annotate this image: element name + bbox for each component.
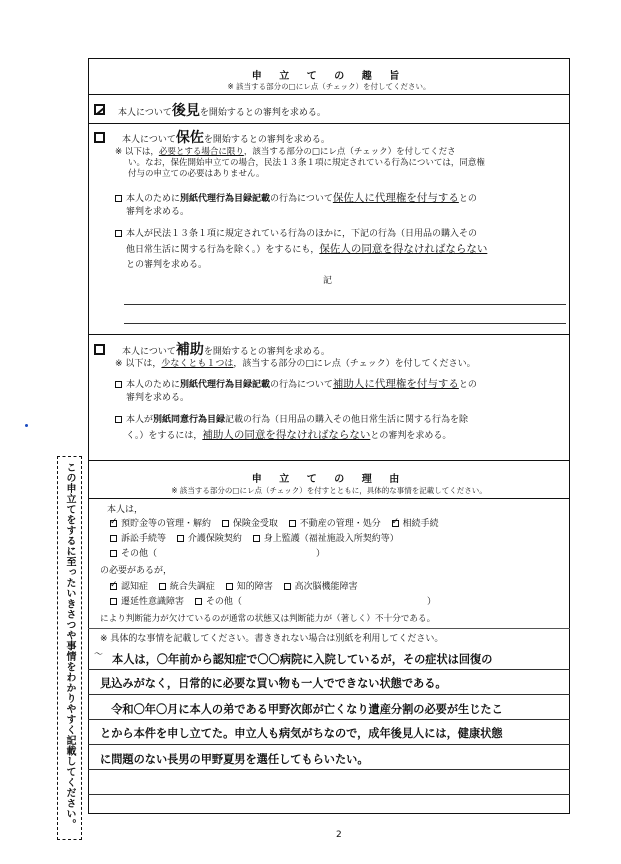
purpose-title: 申 立 て の 趣 旨 bbox=[251, 71, 407, 82]
kouken-line bbox=[118, 103, 326, 121]
divider bbox=[88, 334, 570, 335]
detail-rule bbox=[88, 744, 570, 745]
ki-label: 記 bbox=[323, 276, 333, 286]
detail-line: 令和〇年〇月に本人の弟である甲野次郎が亡くなり遺産分割の必要が生じたこ bbox=[100, 703, 503, 716]
text: との審判を求める。 bbox=[370, 431, 452, 441]
text: 補助人の同意を得なければならない bbox=[202, 429, 371, 441]
hojo-option-2-l2 bbox=[126, 429, 451, 442]
hosa-option-2-checkbox[interactable] bbox=[115, 230, 122, 237]
necessity-text: の必要があるが， bbox=[100, 566, 173, 576]
need-checkbox[interactable] bbox=[110, 550, 117, 557]
needs-row-2 bbox=[110, 533, 399, 545]
hosa-option-1-l2: 審判を求める。 bbox=[126, 207, 190, 217]
text: の行為について bbox=[270, 194, 333, 204]
need-label: 保険金受取 bbox=[232, 519, 278, 529]
need-label: 介護保険契約 bbox=[187, 534, 242, 544]
hojo-option-2-checkbox[interactable] bbox=[115, 416, 122, 423]
hosa-note-2: い。なお，保佐開始申立ての場合，民法１３条１項に規定されている行為については，同意権 bbox=[128, 158, 485, 168]
need-checkbox[interactable] bbox=[222, 520, 229, 527]
divider bbox=[88, 498, 570, 499]
kouken-checkbox[interactable] bbox=[94, 104, 105, 115]
hosa-checkbox[interactable] bbox=[94, 132, 105, 143]
cond-checkbox[interactable] bbox=[195, 598, 202, 605]
text: 別紙代理行為目録記載 bbox=[180, 380, 271, 390]
text: 本人のために bbox=[126, 380, 181, 390]
text: 別紙代理行為目録記載 bbox=[180, 194, 271, 204]
detail-rule bbox=[88, 669, 570, 670]
cond-label: 遷延性意識障害 bbox=[121, 597, 185, 607]
divider bbox=[88, 628, 570, 629]
text: 本人が民法１３条１項に規定されている行為のほかに，下記の行為（日用品の購入その bbox=[126, 229, 478, 239]
hosa-post: を開始するとの審判を求める。 bbox=[203, 135, 330, 145]
detail-rule bbox=[88, 694, 570, 695]
detail-line: 見込みがなく，日常的に必要な買い物も一人でできない状態である。 bbox=[100, 677, 447, 690]
divider bbox=[88, 94, 570, 95]
cond-row-1 bbox=[110, 581, 358, 593]
hosa-option-2-l3: との審判を求める。 bbox=[126, 260, 208, 270]
need-label: 身上監護（福祉施設入所契約等） bbox=[263, 534, 399, 544]
kouken-type: 後見 bbox=[171, 103, 200, 119]
hojo-option-2 bbox=[115, 414, 468, 426]
needs-row-1 bbox=[110, 518, 439, 530]
detail-line: に問題のない長男の甲野夏男を選任してもらいたい。 bbox=[100, 753, 369, 766]
detail-line: 本人は，〇年前から認知症で〇〇病院に入院しているが，その症状は回復の bbox=[112, 653, 493, 666]
need-checkbox[interactable] bbox=[392, 520, 399, 527]
need-label: 不動産の管理・処分 bbox=[299, 519, 381, 529]
text: 少なくとも１つは bbox=[161, 359, 234, 369]
detail-note: ※ 具体的な事情を記載してください。書ききれない場合は別紙を利用してください。 bbox=[100, 634, 444, 644]
hosa-option-1-checkbox[interactable] bbox=[115, 195, 122, 202]
hojo-note bbox=[115, 358, 476, 370]
text: く。）をするには， bbox=[126, 431, 203, 441]
writing-line bbox=[124, 304, 566, 305]
detail-line: とから本件を申し立てた。申立人も病気がちなので，成年後見人には，健康状態 bbox=[100, 727, 503, 740]
cond-checkbox[interactable] bbox=[284, 583, 291, 590]
text: との bbox=[458, 380, 477, 390]
detail-rule bbox=[88, 719, 570, 720]
detail-rule bbox=[88, 769, 570, 770]
hojo-post: を開始するとの審判を求める。 bbox=[203, 347, 330, 357]
hosa-note-3: 付与の申立ての必要はありません。 bbox=[128, 169, 265, 179]
text: の行為について bbox=[270, 380, 333, 390]
detail-marker: ～ bbox=[94, 650, 104, 660]
hojo-option-1 bbox=[115, 378, 477, 391]
cond-label: 統合失調症 bbox=[169, 582, 215, 592]
cond-label: その他（ bbox=[205, 597, 242, 607]
conclusion-text: により判断能力が欠けているのが通常の状態又は判断能力が（著しく）不十分である。 bbox=[100, 614, 436, 624]
text: 本人が bbox=[126, 415, 154, 425]
need-checkbox[interactable] bbox=[110, 535, 117, 542]
hosa-option-1 bbox=[115, 192, 477, 205]
need-checkbox[interactable] bbox=[177, 535, 184, 542]
hosa-note-text: ，該当する部分の□にレ点（チェック）を付してくださ bbox=[243, 147, 456, 157]
hojo-pre: 本人について bbox=[122, 347, 176, 357]
need-label: その他（ bbox=[121, 549, 158, 559]
text: 補助人に代理権を付与する bbox=[332, 378, 459, 390]
divider bbox=[88, 460, 570, 461]
detail-rule bbox=[88, 794, 570, 795]
text: 保佐人の同意を得なければならない bbox=[319, 243, 488, 255]
needs-other-close: ） bbox=[316, 549, 326, 559]
text: ，該当する部分の□にレ点（チェック）を付してください。 bbox=[233, 359, 476, 369]
need-checkbox[interactable] bbox=[253, 535, 260, 542]
text: ※ 以下は， bbox=[115, 359, 162, 369]
text: 別紙同意行為目録 bbox=[153, 415, 226, 425]
purpose-note: ※ 該当する部分の□にレ点（チェック）を付してください。 bbox=[227, 82, 431, 91]
side-note: この申立てをするに至ったいきさつや事情をわかりやすく記載してください。 bbox=[64, 462, 75, 830]
cond-other-close: ） bbox=[427, 597, 437, 607]
text: との bbox=[458, 194, 477, 204]
text: 保佐人に代理権を付与する bbox=[332, 192, 459, 204]
cond-label: 知的障害 bbox=[236, 582, 273, 592]
hojo-checkbox[interactable] bbox=[94, 344, 105, 355]
cond-row-2 bbox=[110, 596, 242, 608]
hosa-option-2-l2 bbox=[126, 243, 487, 256]
hojo-option-1-checkbox[interactable] bbox=[115, 381, 122, 388]
stray-dot bbox=[25, 424, 28, 427]
cond-checkbox[interactable] bbox=[110, 598, 117, 605]
text: 他日常生活に関する行為を除く。）をするにも， bbox=[126, 245, 320, 255]
need-checkbox[interactable] bbox=[110, 520, 117, 527]
reason-intro: 本人は， bbox=[107, 505, 144, 515]
need-label: 預貯金等の管理・解約 bbox=[121, 519, 212, 529]
text: 記載の行為（日用品の購入その他日常生活に関する行為を除 bbox=[225, 415, 469, 425]
kouken-pre: 本人について bbox=[118, 108, 172, 118]
hosa-type: 保佐 bbox=[175, 130, 204, 146]
cond-checkbox[interactable] bbox=[110, 583, 117, 590]
need-label: 相続手続 bbox=[402, 519, 439, 529]
needs-other bbox=[110, 548, 157, 560]
hosa-option-2 bbox=[115, 228, 477, 240]
cond-label: 高次脳機能障害 bbox=[294, 582, 358, 592]
writing-line bbox=[124, 323, 566, 324]
reason-note: ※ 該当する部分の□にレ点（チェック）を付すとともに，具体的な事情を記載してください。 bbox=[171, 486, 487, 495]
hojo-type: 補助 bbox=[175, 342, 204, 358]
hojo-option-1-l2: 審判を求める。 bbox=[126, 393, 190, 403]
need-checkbox[interactable] bbox=[289, 520, 296, 527]
hosa-pre: 本人について bbox=[122, 135, 176, 145]
cond-label: 認知症 bbox=[121, 582, 149, 592]
cond-checkbox[interactable] bbox=[159, 583, 166, 590]
page-number: 2 bbox=[336, 830, 342, 840]
hosa-note-text: ※ 以下は， bbox=[115, 147, 159, 157]
kouken-post: を開始するとの審判を求める。 bbox=[199, 108, 326, 118]
cond-checkbox[interactable] bbox=[226, 583, 233, 590]
need-label: 訴訟手続等 bbox=[121, 534, 167, 544]
reason-title: 申 立 て の 理 由 bbox=[251, 474, 407, 485]
divider bbox=[88, 123, 570, 124]
text: 本人のために bbox=[126, 194, 181, 204]
hosa-note-emphasis: 必要とする場合に限り bbox=[158, 147, 244, 157]
